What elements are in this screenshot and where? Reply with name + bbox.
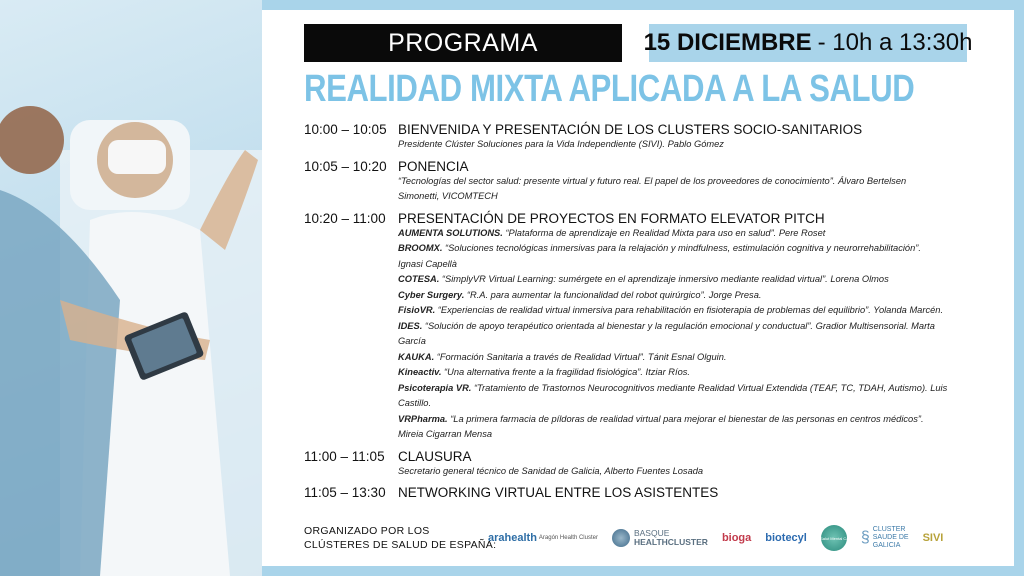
project-line: KAUKA. “Formación Sanitaria a través de Realidad Virtual”. Tánit Esnal Olguin. [398, 351, 727, 362]
agenda-heading: CLAUSURA [398, 448, 472, 464]
program-card [262, 10, 1014, 566]
project-line: Ignasi Capellà [398, 258, 457, 269]
saude-galicia-logo: § CLUSTER SAUDE DE GALICIA [860, 526, 909, 549]
project-line: AUMENTA SOLUTIONS. “Plataforma de aprendizaje en Realidad Mixta para uso en salud”. Pere Roset [398, 227, 826, 238]
agenda-item [304, 485, 1004, 500]
biotecyl-logo: biotecyl [765, 532, 807, 544]
event-date [643, 24, 973, 62]
project-name: KAUKA. [398, 351, 435, 362]
agenda-heading: BIENVENIDA Y PRESENTACIÓN DE LOS CLUSTERS SOCIO-SANITARIOS [398, 122, 863, 137]
agenda-detail: Presidente Clúster Soluciones para la Vida Independiente (SIVI). Pablo Gómez [398, 139, 724, 149]
organizer-logos [488, 520, 957, 556]
agenda-heading: NETWORKING VIRTUAL ENTRE LOS ASISTENTES [398, 485, 719, 500]
organizers-label: ORGANIZADO POR LOS CLÚSTERES DE SALUD DE ESPAÑA: [304, 525, 497, 551]
project-line: Mireia Cigarran Mensa [398, 429, 493, 439]
project-line: BROOMX. “Soluciones tecnológicas inmersivas para la relajación y mindfulness, estimulación cognitiva y neurorrehabilitación”. [398, 243, 921, 253]
project-name: FisioVR. [398, 305, 436, 315]
project-name: Cyber Surgery. [398, 289, 465, 300]
project-line: García [398, 336, 426, 346]
agenda-detail: “Tecnologías del sector salud: presente virtual y futuro real. El papel de los proveedores de conocimiento”. Álvaro Bertelsen [398, 175, 907, 186]
arahealth-logo: arahealth Aragón Health Cluster [488, 532, 598, 544]
page-title: REALIDAD MIXTA APLICADA A LA SALUD [304, 68, 915, 110]
basque-health-cluster-logo: BASQUE HEALTHCLUSTER [612, 529, 708, 547]
sivi-logo: SIVI [922, 532, 944, 544]
agenda-item [304, 449, 1004, 480]
project-line: FisioVR. “Experiencias de realidad virtual inmersiva para rehabilitación en fisioterapia de problemas del equilibrio”. Yolanda Marcén. [398, 305, 944, 315]
agenda-time: 10:05 – 10:20 [304, 158, 387, 174]
agenda-detail: Simonetti, VICOMTECH [398, 191, 498, 201]
project-line: IDES. “Solución de apoyo terapéutico orientada al bienestar y la regulación emocional y conductual”. Gradior Multisensorial. Marta [398, 320, 935, 331]
agenda [304, 122, 1004, 506]
project-line: COTESA. “SimplyVR Virtual Learning: sumérgete en el aprendizaje inmersivo mediante realidad virtual”. Lorena Olmos [398, 274, 889, 284]
agenda-heading: PONENCIA [398, 158, 469, 174]
project-name: AUMENTA SOLUTIONS. [398, 227, 503, 238]
project-name: BROOMX. [398, 243, 443, 253]
project-line: Psicoterapia VR. “Tratamiento de Trastornos Neurocognitivos mediante Realidad Virtual Extendida (TEAF, TC, TDAH, Autismo). Luis [398, 382, 948, 393]
project-name: Kineactiv. [398, 367, 442, 377]
bioga-logo: bioga [721, 532, 752, 544]
project-line: VRPharma. “La primera farmacia de píldoras de realidad virtual para mejorar el bienestar de las personas en centros médicos”. [398, 413, 924, 424]
project-name: VRPharma. [398, 413, 448, 424]
project-name: COTESA. [398, 274, 440, 284]
hero-photo [0, 0, 262, 576]
agenda-item [304, 211, 1004, 443]
project-line: Kineactiv. “Una alternativa frente a la fragilidad fisiológica”. Itziar Ríos. [398, 367, 690, 377]
agenda-time: 11:05 – 13:30 [304, 485, 386, 500]
agenda-item [304, 159, 1004, 205]
project-line: Cyber Surgery. “R.A. para aumentar la funcionalidad del robot quirúrgico”. Jorge Presa. [398, 289, 762, 300]
date-hours: - 10h a 13:30h [817, 29, 973, 56]
project-line: Castillo. [398, 398, 432, 408]
salut-mental-logo: Clúster Salut Mental Catalunya [821, 525, 847, 551]
vr-patient-illustration [0, 0, 262, 576]
program-label: PROGRAMA [304, 24, 622, 62]
agenda-heading: PRESENTACIÓN DE PROYECTOS EN FORMATO ELEVATOR PITCH [398, 210, 825, 226]
date-day: 15 DICIEMBRE [643, 29, 812, 56]
agenda-time: 10:00 – 10:05 [304, 122, 387, 137]
agenda-item [304, 122, 1004, 153]
agenda-detail: Secretario general técnico de Sanidad de Galicia, Alberto Fuentes Losada [398, 465, 704, 476]
project-name: IDES. [398, 320, 423, 331]
project-name: Psicoterapia VR. [398, 382, 472, 393]
agenda-time: 10:20 – 11:00 [304, 210, 386, 226]
agenda-time: 11:00 – 11:05 [304, 448, 385, 464]
